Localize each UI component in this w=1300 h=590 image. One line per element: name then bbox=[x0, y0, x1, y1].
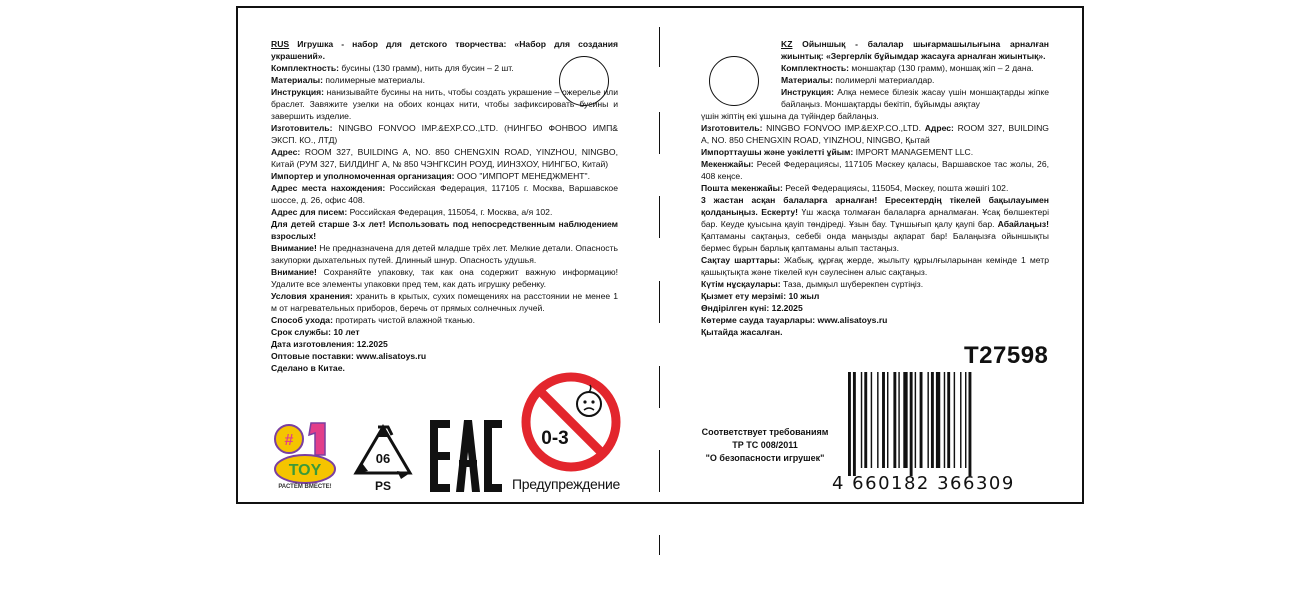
eac-mark-icon bbox=[430, 420, 502, 492]
lang-code-rus: RUS bbox=[271, 39, 290, 49]
barcode-bar bbox=[882, 372, 885, 468]
brand-logo bbox=[271, 421, 339, 493]
barcode-bar bbox=[954, 372, 955, 468]
barcode-bar bbox=[893, 372, 896, 468]
recycle-material: PS bbox=[374, 479, 392, 493]
barcode-bar bbox=[910, 372, 913, 476]
product-title-kz: Ойыншық - балалар шығармашылығына арналған жиынтық: «Зергерлік бұйымдар жасауға арналған жиынтық». bbox=[781, 39, 1049, 61]
barcode-bar bbox=[903, 372, 907, 468]
barcode bbox=[846, 372, 1050, 476]
warning-caption: Предупреждение bbox=[512, 476, 620, 492]
barcode-bar bbox=[861, 372, 862, 468]
svg-text:TOY: TOY bbox=[288, 462, 322, 479]
barcode-bar bbox=[853, 372, 856, 476]
barcode-bar bbox=[965, 372, 966, 468]
kazakh-text-block: KZ Ойыншық - балалар шығармашылығына арналған жиынтық: «Зергерлік бұйымдар жасауға арналған жиынтық». Комплектность: моншақтар (130 грамм), моншақ жіп – 2 дана. Материалы: полимерлі материалдар. Инструкция: Алқа немесе білезік жасау үшін моншақтарды жіпке байлаңыз. Моншақтарды бекітіп, бұйымды аяқтау үшін жіптің екі ұшына да түйіндер байлаңыз. Изготовитель: NINGBO FONVOO IMP.&EXP.CO.,LTD. Адрес: ROOM 327, BUILDING A, NO. 850 CHENGXIN ROAD, YINZHOU, NINGBO, Қытай Импорттаушы және уәкілетті ұйым: IMPORT MANAGEMENT LLC. Мекенжайы: Ресей Федерациясы, 117105 Мәскеу қаласы, Варшавское тас жолы, 26, 408 кеңсе. Пошта мекенжайы: Ресей Федерациясы, 115054, Мәскеу, пошта жәшігі 102. 3 жастан асқан балаларға арналған! Ересектердің тікелей бақылауымен қолданыңыз. Ескерту! Үш жасқа толмаған балаларға арналмаған. Ұсақ бөлшектері бар. Кеуде қуысына қауіп төндіреді. Ұзын бау. Тұншығып қалу қаупі бар. Абайлаңыз! Қаптаманы сақтаңыз, себебі онда маңызды ақпарат бар! Балаңызға ойыншықты бермес бұрын барлық қаптаманы алып тастаңыз. Сақтау шарттары: Жабық, құрғақ жерде, жылыту құрылғыларынан кемінде 1 метр қашықтықта және тікелей күн сәулесінен алыс сақтаңыз. Күтім нұсқаулары: Таза, дымқыл шүберекпен сүртіңіз. Қызмет ету мерзімі: 10 жыл Өндірілген күні: 12.2025 Көтерме сауда тауарлары: www.alisatoys.ru Қытайда жасалған. bbox=[701, 39, 1049, 337]
svg-text:#: # bbox=[284, 432, 294, 449]
lang-code-kz: KZ bbox=[781, 39, 793, 49]
product-title-rus: Игрушка - набор для детского творчества: «Набор для создания украшений». bbox=[271, 39, 618, 61]
fold-line bbox=[659, 535, 660, 555]
age-range: 0-3 bbox=[541, 428, 569, 449]
barcode-bar bbox=[927, 372, 928, 468]
logo-caption: РАСТЁМ ВМЕСТЕ! bbox=[278, 484, 332, 490]
barcode-bar bbox=[936, 372, 940, 468]
barcode-bar bbox=[931, 372, 934, 468]
barcode-number: 4 660182 366309 bbox=[832, 473, 1015, 494]
conformity-statement bbox=[698, 426, 832, 465]
recycle-number: 06 bbox=[375, 451, 391, 466]
fold-line bbox=[659, 281, 660, 323]
fold-line bbox=[659, 112, 660, 154]
barcode-bar bbox=[887, 372, 888, 468]
conformity-line: ТР ТС 008/2011 bbox=[732, 440, 798, 450]
barcode-bar bbox=[960, 372, 961, 468]
barcode-bar bbox=[864, 372, 867, 468]
barcode-bar bbox=[920, 372, 923, 468]
fold-line bbox=[659, 196, 660, 238]
barcode-bar bbox=[947, 372, 950, 468]
conformity-line: Соответствует требованиям bbox=[701, 427, 829, 437]
russian-text-block: RUS Игрушка - набор для детского творчества: «Набор для создания украшений». Комплектность: бусины (130 грамм), нить для бусин – 2 шт. Материалы: полимерные материалы. Инструкция: нанизывайте бусины на нить, чтобы создать украшение – ожерелье или браслет. Завяжите узелки на обоих концах нити, чтобы зафиксировать бусины и завершить изделие. Изготовитель: NINGBO FONVOO IMP.&EXP.CO.,LTD. (НИНГБО ФОНВОО ИМП& ЭКСП. КО., ЛТД) Адрес: ROOM 327, BUILDING A, NO. 850 CHENGXIN ROAD, YINZHOU, NINGBO, Китай (РУМ 327, БИЛДИНГ А, № 850 ЧЭНГКСИН РОУД, ИИНЗХОУ, НИНГБО, Китай) Импортер и уполномоченная организация: ООО "ИМПОРТ МЕНЕДЖМЕНТ". Адрес места нахождения: Российская Федерация, 117105 г. Москва, Варшавское шоссе, д. 26, офис 408. Адрес для писем: Российская Федерация, 115054, г. Москва, а/я 102. Для детей старше 3-х лет! Использовать под непосредственным наблюдением взрослых! Внимание! Не предназначена для детей младше трёх лет. Мелкие детали. Опасность закупорки дыхательных путей. Длинный шнур. Опасность удушья. Внимание! Сохраняйте упаковку, так как она содержит важную информацию! Удалите все элементы упаковки пред тем, как дать игрушку ребенку. Условия хранения: хранить в крытых, сухих помещениях на расстоянии не менее 1 м от нагревательных приборов, беречь от прямых солнечных лучей. Способ ухода: протирать чистой влажной тканью. Срок службы: 10 лет Дата изготовления: 12.2025 Оптовые поставки: www.alisatoys.ru Сделано в Китае. bbox=[271, 39, 618, 373]
barcode-bar bbox=[877, 372, 878, 468]
barcode-bar bbox=[944, 372, 945, 468]
conformity-line: "О безопасности игрушек" bbox=[705, 453, 825, 463]
recycle-icon bbox=[352, 423, 414, 493]
barcode-bar bbox=[969, 372, 972, 476]
barcode-bar bbox=[898, 372, 899, 468]
fold-line bbox=[659, 450, 660, 492]
barcode-bar bbox=[915, 372, 916, 468]
fold-line bbox=[659, 366, 660, 408]
fold-line bbox=[659, 27, 660, 67]
barcode-bar bbox=[848, 372, 851, 476]
article-code: T27598 bbox=[964, 342, 1049, 369]
age-warning-icon bbox=[519, 370, 623, 474]
barcode-bar bbox=[871, 372, 872, 468]
